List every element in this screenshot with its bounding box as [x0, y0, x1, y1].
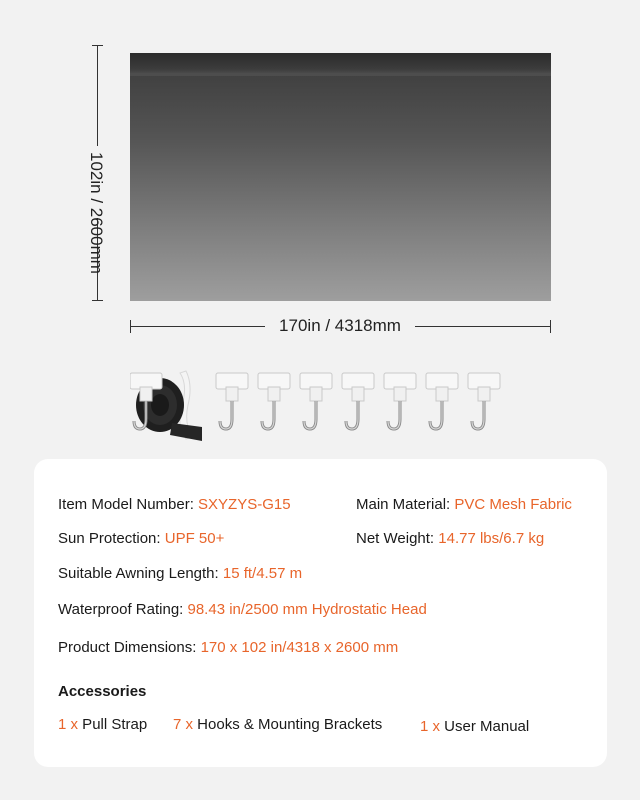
- width-dimension-label: 170in / 4318mm: [265, 316, 415, 336]
- spec-dimensions: Product Dimensions: 170 x 102 in/4318 x 2600 mm: [58, 639, 399, 656]
- accessories-title: Accessories: [58, 683, 147, 700]
- spec-sun-protection: Sun Protection: UPF 50+: [58, 530, 225, 547]
- height-dimension-cap-top: [92, 45, 103, 46]
- spec-model: Item Model Number: SXYZYS-G15: [58, 496, 291, 513]
- spec-awning-length: Suitable Awning Length: 15 ft/4.57 m: [58, 565, 303, 582]
- spec-net-weight: Net Weight: 14.77 lbs/6.7 kg: [356, 530, 545, 547]
- width-dimension-cap-right: [550, 320, 551, 333]
- width-dimension-cap-left: [130, 320, 131, 333]
- spec-material: Main Material: PVC Mesh Fabric: [356, 496, 572, 513]
- awning-top-seam: [130, 53, 551, 74]
- accessory-hooks: 7 x Hooks & Mounting Brackets: [173, 716, 383, 733]
- awning-fabric-image: [130, 53, 551, 301]
- height-dimension-cap-bottom: [92, 300, 103, 301]
- accessory-user-manual: 1 x User Manual: [420, 718, 530, 735]
- accessories-illustration: [130, 365, 510, 445]
- height-dimension-label: 102in / 2600mm: [86, 146, 106, 218]
- accessory-pull-strap: 1 x Pull Strap: [58, 716, 148, 733]
- awning-seam-stitch: [130, 73, 551, 76]
- spec-waterproof: Waterproof Rating: 98.43 in/2500 mm Hydrostatic Head: [58, 601, 427, 618]
